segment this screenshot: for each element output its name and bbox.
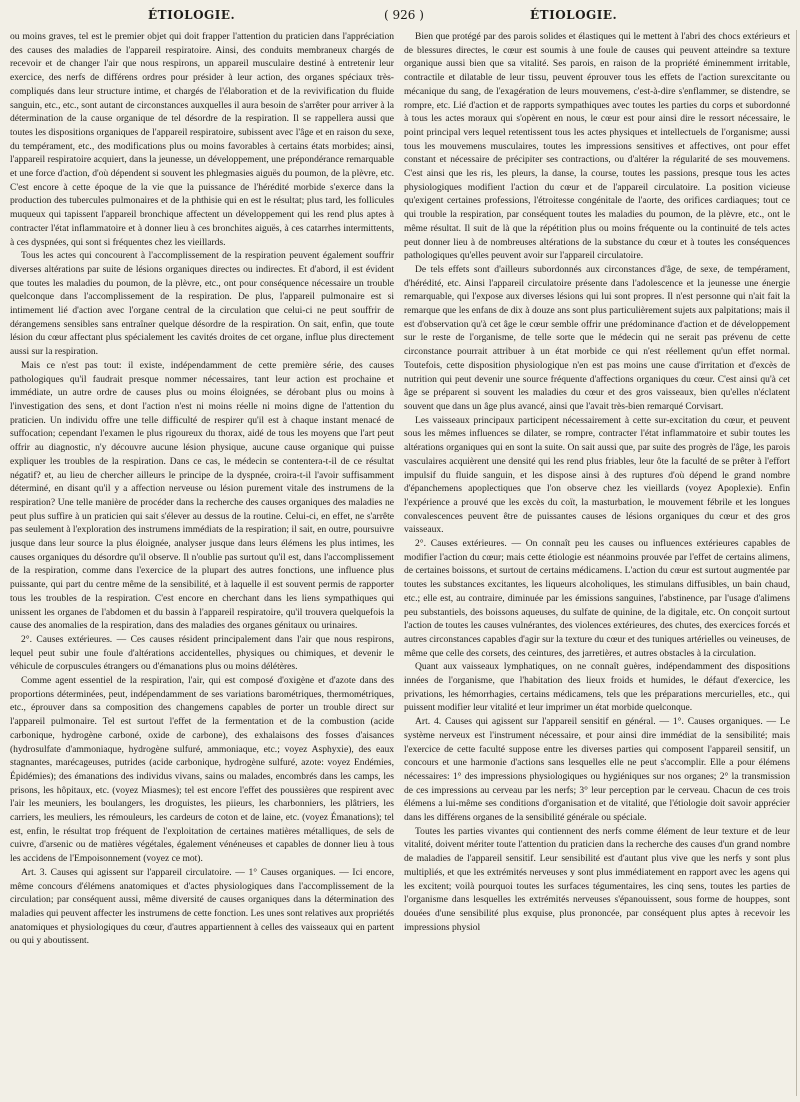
page-number: ( 926 ) [384,8,424,22]
left-text-column [10,30,394,1096]
paragraph: 2°. Causes extérieures. — On connaît peu les causes ou influences extérieures capables de modifier l'action du cœur; mais cette étiologie est néanmoins prouvée par l'effet de certains alimens, de certaines boissons, et surtout de certains médicamens. L'action du cœur est surtout augmentée par toutes les substances excitantes, les liqueurs alcoholiques, les stimulans diffusibles, un bain chaud, etc.; elle est, au contraire, diminuée par les émissions sanguines, l'abstinence, par l'usage d'alimens peu substantiels, des boissons aqueuses, du sulfate de quinine, de la digitale, etc. On conçoit surtout l'action de toutes les causes vulnérantes, des violences extérieures, des chutes, des exercices forcés et autres circonstances capables d'agir sur la texture du cœur et des tuniques artérielles ou veineuses, de même que celle des corsets, des ceintures, des jarretières, et autres obstacles à la circulation. [404,538,790,659]
paragraph: Bien que protégé par des parois solides et élastiques qui le mettent à l'abri des chocs extérieurs et de blessures directes, le cœur est soumis à une foule de causes qui peuvent atteindre sa texture organique aussi bien que sa vitalité. Ses parois, en raison de la propriété éminemment irritable, contractile et dilatable de leur tissu, peuvent éprouver tous les effets de l'action surexcitante ou mécanique du sang, de l'exagération de leurs mouvemens, c'est-à-dire s'enflammer, se distendre, se rompre, etc. Lié d'action et de rapports sympathiques avec toutes les parties du corps et subordonné à tous les actes moraux qui s'opèrent en nous, le cœur est pour ainsi dire le ressort nécessaire, le point principal vers lequel retentissent tous les actes physiques et intellectuels de l'organisme; aussi tous les mouvemens musculaires, toutes les impressions sensitives et affectives, ont pour effet constant et nécessaire de précipiter ses contractions, ou d'altérer la régularité de ses mouvemens. C'est ainsi que les ris, les pleurs, la danse, la course, toutes les passions, presque tous les actes physiologiques modifient l'action du cœur et de l'appareil circulatoire. La position vicieuse qu'exigent certaines professions, l'étroitesse congénitale de l'aorte, des orifices cardiaques; tout ce qui trouble la respiration, par conséquent toutes les maladies du poumon, de la plèvre, etc., ont le même résultat. Il suit de là que la répétition plus ou moins fréquente ou la continuité de tels actes peut donner lieu à de nombreuses altérations de la substance du cœur et à toutes les conséquences pathologiques qu'elles peuvent avoir sur l'appareil circulatoire. [404,31,790,262]
paragraph: Quant aux vaisseaux lymphatiques, on ne connaît guères, indépendamment des dispositions innées de l'organisme, que l'habitation des lieux froids et humides, le défaut d'exercice, les privations, les hémorrhagies, certains médicamens, tels que les préparations mercurielles, etc., qui puissent modifier leur vitalité et leur imprimer un état morbide quelconque. [404,661,790,714]
paragraph: Comme agent essentiel de la respiration, l'air, qui est composé d'oxigène et d'azote dans des proportions déterminées, peut, indépendamment de ses variations barométriques, thermométriques, etc., éprouver dans sa composition des changemens capables de porter un trouble direct sur l'appareil pulmonaire. Tel est surtout l'effet de la fermentation et de la combustion (acide carbonique, hydrogène carboné, oxide de carbone), des exhalaisons des fosses d'aisances (hydrosulfate d'ammoniaque, hydrogène sulfuré, ammoniaque, etc.; voyez Asphyxie), des eaux stagnantes, marécageuses, putrides (acide carbonique, hydrogène sulfuré, azote: voyez Endémies, Épidémies); des émanations des individus vivans, sains ou malades, encombrés dans les camps, les prisons, les hôpitaux, etc. (voyez Miasmes); tel est encore l'effet des poussières que respirent avec l'air les meuniers, les boulangers, les droguistes, les piieurs, les charbonniers, les plâtriers, les carriers, les meuliers, les rémouleurs, les cardeurs de coton et de laine, etc. (voyez Émanations); tel est, enfin, le résultat trop fréquent de l'exploitation de certaines matières métalliques, de sels de cuivre, d'arsenic ou de matières végétales, également vénéneuses et capables de donner lieu à tous les accidens de l'Empoisonnement (voyez ce mot). [10,675,394,865]
paragraph: ou moins graves, tel est le premier objet qui doit frapper l'attention du praticien dans l'appréciation des causes des maladies de l'appareil respiratoire. Ainsi, des conduits membraneux chargés de recevoir et de changer l'air que nous respirons, un appareil musculaire destiné à entretenir leur exercice, des nerfs de différens ordres pour présider à leur action, des organes spéciaux très-compliqués dans leur structure intime, et chargés de l'élaboration et de la revivification du fluide sanguin, etc., etc., sont autant de circonstances auxquelles il aura besoin de s'arrêter pour arriver à la détermination de la cause organique de tel désordre de la respiration. Il se rappellera aussi que toutes les dispositions organiques de l'appareil respiratoire, subissent avec l'âge et en raison du sexe, du tempérament, etc., des modifications plus ou moins favorables à certains états morbides; ainsi, l'appareil respiratoire acquiert, dans la jeunesse, un développement, une prépondérance remarquable et une force d'action, d'où dépendent si souvent les phlegmasies aiguës du poumon, de la plèvre, etc. C'est encore à cette époque de la vie que la puissance de l'hérédité morbide s'exerce dans la production des tubercules pulmonaires et de la phthisie qui en est le résultat; plus tard, les follicules muqueux qui tapissent l'appareil bronchique affectent un développement qui les rend plus aptes à contracter l'état inflammatoire et à donner lieu à ces bronchites aiguës, à ces catarrhes intermittents, à ces dyspnées, qui sont si fréquentes chez les vieillards. [10,31,394,248]
paragraph: Les vaisseaux principaux participent nécessairement à cette sur-excitation du cœur, et peuvent sous les mêmes influences se dilater, se rompre, contracter l'état inflammatoire et subir toutes les altérations organiques qui en sont la suite. On sait aussi que, par suite des progrès de l'âge, les parois vasculaires acquièrent une densité qui les rend plus friables, leur ôte la faculté de se prêter à l'effort impulsif du fluide sanguin, et les dispose ainsi à des ruptures d'où dépend le grand nombre d'épanchemens apoplectiques que l'on observe chez les vieillards (voyez Apoplexie). Enfin l'expérience a prouvé que les excès du coït, la masturbation, le mouvement fébrile et les longues convalescences peuvent être de puissantes causes de lésions organiques du cœur et des gros vaisseaux. [404,414,790,536]
paragraph: Art. 4. Causes qui agissent sur l'appareil sensitif en général. — 1°. Causes organiques. — Le système nerveux est l'instrument nécessaire, et pour ainsi dire immédiat de la sensibilité; mais l'exercice de cette faculté suppose entre les diverses parties qui composent l'appareil sensitif, un concours et une harmonie d'actions sans lesquelles elle ne peut s'accomplir. Elle a pour élémens nécessaires: 1° des impressions physiologiques ou hygiéniques sur nos organes; 2° la transmission de ces impressions au cerveau par les nerfs; 3° leur perception par le cerveau. Chacun de ces trois élémens a lui-même ses conditions d'organisation et de vitalité, que l'étiologie doit savoir apprécier dans les différens organes de la sensibilité générale ou spéciale. [404,716,790,824]
page-edge-divider [796,30,797,1096]
running-title-right: ÉTIOLOGIE. [530,8,618,22]
right-text-column [404,30,790,1096]
paragraph: Art. 3. Causes qui agissent sur l'appareil circulatoire. — 1° Causes organiques. — Ici encore, même concours d'élémens anatomiques et d'actes physiologiques dans l'accomplissement de la circulation; par conséquent aussi, même diversité de causes organiques dans la détermination des maladies qui peuvent affecter les instrumens de cette fonction. Les unes sont relatives aux propriétés anatomiques et physiologiques du cœur, d'autres appartiennent à celles des vaisseaux qui en partent ou qui y aboutissent. [10,866,394,947]
paragraph: 2°. Causes extérieures. — Ces causes résident principalement dans l'air que nous respirons, lequel peut subir une foule d'altérations accidentelles, physiques ou chimiques, et devenir le véhicule de corpuscules étrangers ou d'émanations plus ou moins délétères. [10,633,394,673]
paragraph: De tels effets sont d'ailleurs subordonnés aux circonstances d'âge, de sexe, de tempérament, d'hérédité, etc. Ainsi l'appareil circulatoire présente dans l'adolescence et la jeunesse une énergie remarquable, qui l'expose aux diverses lésions qui lui sont propres. Il n'est personne qui n'ait fait la remarque que les enfans de dix à douze ans sont plus particulièrement sujets aux palpitations; mais il est d'observation qu'à cet âge le cœur semble offrir une prédominance d'action et de développement sur le reste de l'organisme, de telle sorte que le médecin qui ne serait pas prévenu de cette circonstance pourrait attribuer à un état morbide ce qui n'est réellement qu'un effet normal. Toutefois, cette disposition physiologique n'en est pas moins une cause d'irritation et d'excès de nutrition qui peut devenir une source fréquente d'affections organiques du cœur. C'est ainsi qu'à cet âge se préparent si souvent les maladies du cœur et des gros vaisseaux, bien qu'elles n'éclatent souvent que dans un âge plus avancé, ainsi que l'avait très-bien remarqué Corvisart. [404,263,790,412]
running-title-left: ÉTIOLOGIE. [148,8,236,22]
paragraph: Mais ce n'est pas tout: il existe, indépendamment de cette première série, des causes pathologiques qu'il faudrait presque nommer nécessaires, tant leur action est prochaine et immédiate, un autre ordre de causes plus ou moins éloignées, se dérobant plus ou moins à l'investigation des sens, et dont l'action n'est ni moins réelle ni moins digne de l'attention du praticien. Un individu offre une telle difficulté de respirer qu'il est à chaque instant menacé de suffocation; cependant l'examen le plus rigoureux du thorax, aidé de tous les moyens que l'art peut offrir au diagnostic, n'y découvre aucune lésion physique, aucune cause organique qui puisse expliquer les troubles de la respiration. Dans ce cas, le médecin se contentera-t-il de ce résultat négatif? et, au lieu de chercher ailleurs le principe de la dyspnée, croira-t-il l'avoir suffisamment déterminé, en disant qu'il y a affection nerveuse ou lésion purement vitale des instrumens de la respiration? Une telle manière de procéder dans la recherche des causes organiques des maladies ne peut plus suffire à un praticien qui sait s'élever au dessus de la routine. Celui-ci, en effet, ne s'arrête pas seulement à l'exploration des instrumens immédiats de la respiration; il sait, en outre, poursuivre jusque dans leur source la plus éloignée, analyser jusque dans leurs élémens les plus intimes, les causes organiques du désordre qu'il observe. Il n'oublie pas surtout qu'il est, dans l'accomplissement de la respiration, comme dans l'exercice de la plupart des autres fonctions, une influence plus puissante, qui part du centre même de la sensibilité, et à laquelle il est souvent permis de rapporter tous les troubles de la respiration. C'est encore en cherchant dans les liens sympathiques qui unissent les organes de l'abdomen et du bassin à l'appareil respiratoire, qu'il trouvera quelquefois la cause des anomalies de la respiration, dans des maladies des organes génitaux ou urinaires. [10,359,394,632]
paragraph: Tous les actes qui concourent à l'accomplissement de la respiration peuvent également souffrir diverses altérations par suite de lésions organiques directes ou indirectes. Et d'abord, il est évident que toutes les maladies du poumon, de la plèvre, etc., ont pour conséquence nécessaire un trouble quelconque dans l'accomplissement de la respiration. De plus, l'appareil pulmonaire est si intimement lié d'action avec l'organe central de la circulation que celui-ci ne peut souffrir de dérangemens sensibles sans entraîner quelque désordre de la respiration. On sait, enfin, que toute lésion du cœur affectant plus spécialement les cavités droites de cet organe, influe plus directement aussi sur la respiration. [10,250,394,358]
running-header [0,4,800,28]
paragraph: Toutes les parties vivantes qui contiennent des nerfs comme élément de leur texture et de leur vitalité, doivent mériter toute l'attention du praticien dans la recherche des causes d'un grand nombre de maladies de l'appareil sensitif. Leur sensibilité est d'autant plus vive que les nerfs y sont plus multipliés, et que les extrémités nerveuses y sont plus immédiatement en rapport avec les agens qui les excitent; voilà pourquoi toutes les surfaces tégumentaires, les cinq sens, toutes les parties de l'organisme dans lesquelles les extrémités nerveuses s'épanouissent, sous forme de houppes, sont douées d'une sensibilité plus exquise, plus prononcée, par conséquent plus aptes à recevoir les impressions physiol [404,825,790,933]
